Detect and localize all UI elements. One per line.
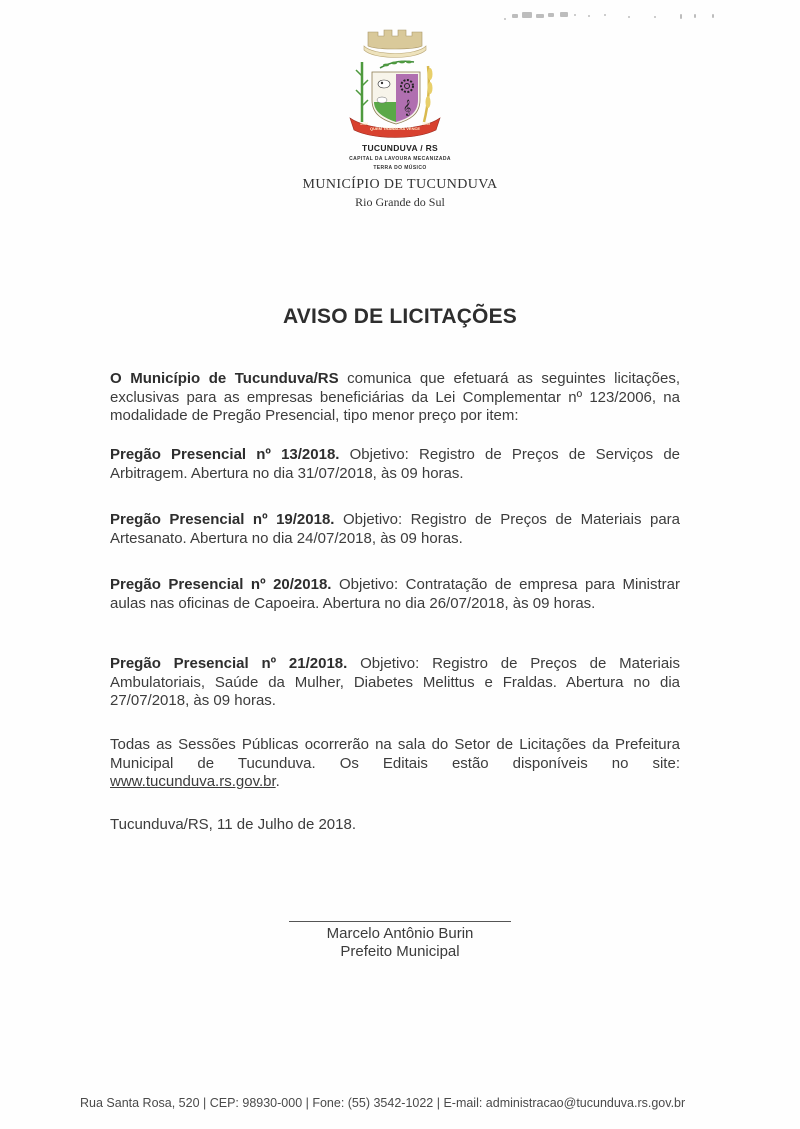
scan-artifact [500,4,730,28]
svg-text:𝄞: 𝄞 [403,100,412,116]
sessions-text: Todas as Sessões Públicas ocorrerão na sala do Setor de Licitações da Prefeitura Municipal de Tucunduva. Os Editais estão disponíveis no site: [110,736,680,772]
footer-contact: Rua Santa Rosa, 520 | CEP: 98930-000 | Fone: (55) 3542-1022 | E-mail: administracao@tucunduva.rs.gov.br [80,1096,686,1110]
svg-text:1959: 1959 [422,122,430,126]
document-title: AVISO DE LICITAÇÕES [282,305,518,328]
svg-text:1954: 1954 [360,122,368,126]
bid-item-title: Pregão Presencial nº 20/2018. [110,576,332,593]
slogan-line-1: CAPITAL DA LAVOURA MECANIZADA [349,156,451,162]
state-name: Rio Grande do Sul [355,195,445,209]
svg-text:QUEM TRABALHA VENCE: QUEM TRABALHA VENCE [369,126,421,131]
bid-item-text: Objetivo: Registro de Preços de Materiais para Artesanato. Abertura no dia 24/07/2018, às 09 horas. [110,511,680,547]
coat-of-arms-icon [346,26,444,138]
municipality-name: MUNICÍPIO DE TUCUNDUVA [302,177,498,192]
signature-line [289,921,511,922]
bid-item [110,655,680,711]
intro-paragraph [110,370,680,426]
website-link[interactable]: www.tucunduva.rs.gov.br [110,773,276,790]
bid-item-title: Pregão Presencial nº 13/2018. [110,446,340,463]
bid-item [110,511,680,548]
signer-role: Prefeito Municipal [340,943,460,960]
bid-item-text: Objetivo: Registro de Preços de Materiais Ambulatoriais, Saúde da Mulher, Diabetes Melittus e Fraldas. Abertura no dia 27/07/2018, às 09 horas. [110,655,680,709]
bid-item [110,446,680,483]
bid-item-text: Objetivo: Registro de Preços de Serviços de Arbitragem. Abertura no dia 31/07/2018, às 09 horas. [110,446,680,482]
slogan-line-2: TERRA DO MÚSICO [373,165,427,171]
intro-text: comunica que efetuará as seguintes licitações, exclusivas para as empresas beneficiárias da Lei Complementar nº 123/2006, na modalidade de Pregão Presencial, tipo menor preço por item: [110,370,681,424]
sessions-paragraph [110,736,680,792]
bid-item-title: Pregão Presencial nº 21/2018. [110,655,348,672]
bid-item [110,576,680,613]
date-line: Tucunduva/RS, 11 de Julho de 2018. [110,816,357,833]
sessions-period: . [275,773,280,790]
signer-name: Marcelo Antônio Burin [326,925,474,942]
city-label: TUCUNDUVA / RS [362,143,438,153]
intro-bold: O Município de Tucunduva/RS [110,370,339,387]
bid-item-title: Pregão Presencial nº 19/2018. [110,511,335,528]
bid-item-text: Objetivo: Contratação de empresa para Ministrar aulas nas oficinas de Capoeira. Abertura no dia 26/07/2018, às 09 horas. [110,576,681,612]
